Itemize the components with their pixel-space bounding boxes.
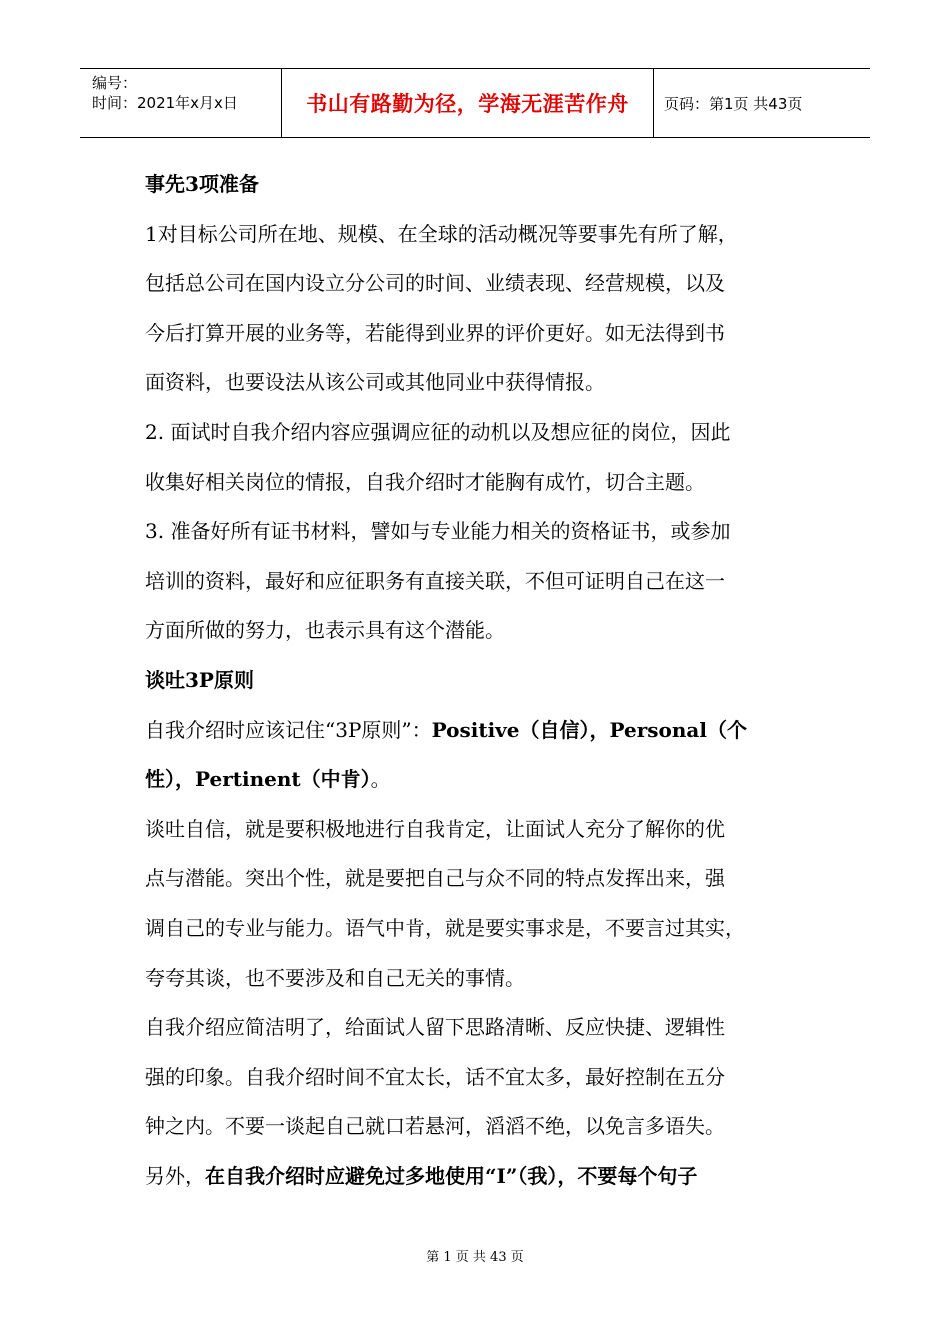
text-line-last [145, 1152, 825, 1202]
text-line: 1对目标公司所在地、规模、在全球的活动概况等要事先有所了解， [145, 221, 738, 246]
text-line: 方面所做的努力，也表示具有这个潜能。 [145, 618, 505, 643]
text-line: 谈吐自信，就是要积极地进行自我肯定，让面试人充分了解你的优 [145, 816, 725, 841]
text-line: 2. 面试时自我介绍内容应强调应征的动机以及想应征的岗位，因此 [145, 419, 731, 444]
text-line: 自我介绍应简洁明了，给面试人留下思路清晰、反应快捷、逻辑性 [145, 1015, 725, 1040]
text-line: 强的印象。自我介绍时间不宜太长，话不宜太多，最好控制在五分 [145, 1064, 725, 1089]
bold-run: Positive（自信），Personal（个 [431, 717, 747, 742]
time-label: 时间：2021年x月x日 [92, 94, 238, 112]
text-run: 自我介绍时应该记住“3P原则”： [145, 717, 432, 742]
text-line: 包括总公司在国内设立分公司的时间、业绩表现、经营规模，以及 [145, 271, 725, 296]
document-body [145, 160, 825, 1201]
text-line: 面资料，也要设法从该公司或其他同业中获得情报。 [145, 370, 605, 395]
bold-run: 性），Pertinent（中肯） [145, 767, 371, 792]
text-line: 夸夸其谈，也不要涉及和自己无关的事情。 [145, 965, 525, 990]
text-line-3p-rule-cont [145, 755, 825, 805]
text-line: 培训的资料，最好和应征职务有直接关联，不但可证明自己在这一 [145, 568, 725, 593]
text-line: 点与潜能。突出个性，就是要把自己与众不同的特点发挥出来，强 [145, 866, 725, 891]
text-line: 收集好相关岗位的情报，自我介绍时才能胸有成竹，切合主题。 [145, 469, 705, 494]
text-line: 3. 准备好所有证书材料，譬如与专业能力相关的资格证书，或参加 [145, 519, 731, 544]
bold-run: 在自我介绍时应避免过多地使用“I”（我），不要每个句子 [205, 1163, 698, 1188]
section-title-preparation: 事先3项准备 [145, 172, 259, 196]
header-meta [80, 69, 282, 137]
page-footer: 第 1 页 共 43 页 [426, 1250, 524, 1265]
text-run: 。 [370, 767, 391, 792]
text-run: 另外， [145, 1163, 205, 1188]
header-motto: 书山有路勤为径，学海无涯苦作舟 [282, 69, 654, 137]
text-line: 今后打算开展的业务等，若能得到业界的评价更好。如无法得到书 [145, 320, 725, 345]
text-line-3p-rule [145, 706, 825, 756]
number-label: 编号： [92, 74, 138, 92]
header-page-info: 页码：第1页 共43页 [664, 94, 803, 113]
text-line: 钟之内。不要一谈起自己就口若悬河，滔滔不绝，以免言多语失。 [145, 1114, 725, 1139]
section-title-3p: 谈吐3P原则 [145, 667, 254, 692]
page-header [80, 68, 870, 138]
text-line: 调自己的专业与能力。语气中肯，就是要实事求是，不要言过其实， [145, 915, 745, 940]
